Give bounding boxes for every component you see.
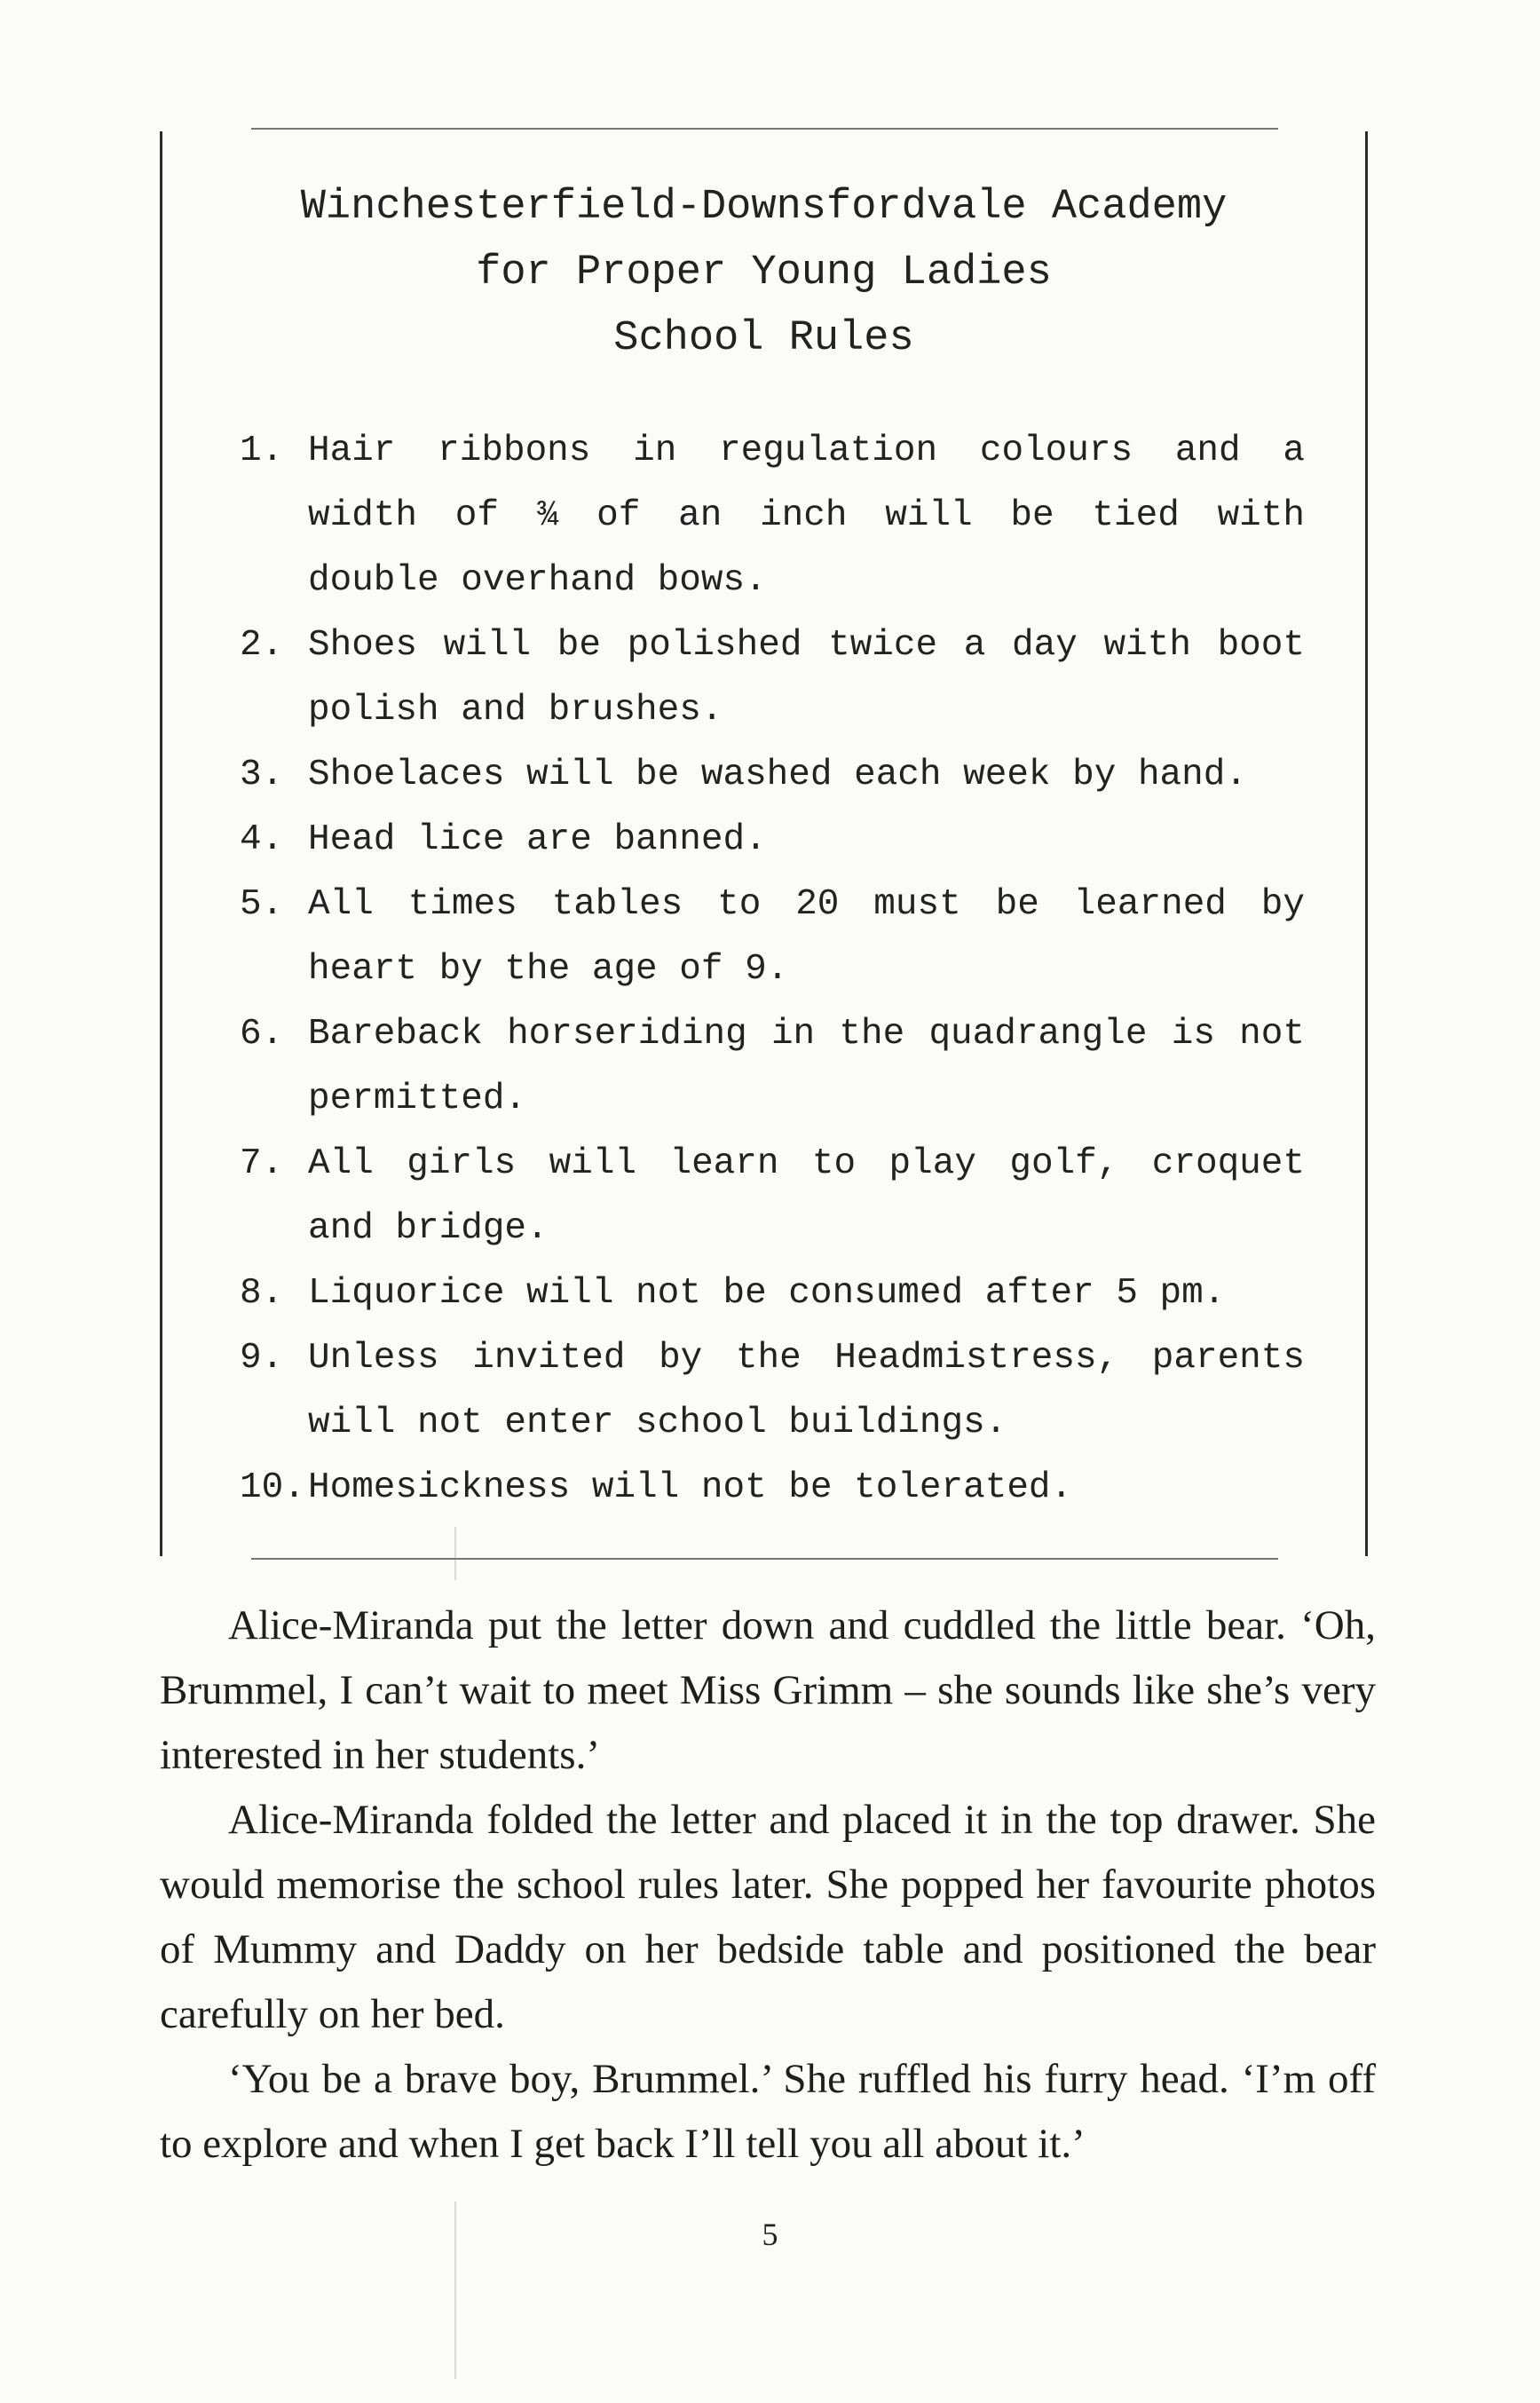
rule-item [240, 808, 1305, 873]
rule-number: 1. [240, 431, 284, 471]
heading-line-school-name: Winchesterfield-Downsfordvale Academy [300, 184, 1228, 231]
heading-line-title: School Rules [613, 315, 914, 362]
box-bottom-rule [251, 1558, 1278, 1560]
rule-text: Bareback horseriding in the quadrangle is not permitted. [308, 1014, 1305, 1119]
rules-heading [162, 175, 1365, 372]
story-paragraph: Alice-Miranda put the letter down and cuddled the little bear. ‘Oh, Brummel, I can’t wait to meet Miss Grimm – she sounds like she’s very interested in her students.’ [160, 1602, 1376, 1778]
rules-list [240, 419, 1305, 1521]
rule-text: Unless invited by the Headmistress, parents will not enter school buildings. [308, 1338, 1305, 1443]
rule-item [240, 1002, 1305, 1132]
rule-number: 9. [240, 1338, 284, 1379]
rule-item [240, 1456, 1305, 1521]
story-paragraph: Alice-Miranda folded the letter and placed it in the top drawer. She would memorise the school rules later. She popped her favourite photos of Mummy and Daddy on her bedside table and positioned the bear carefully on her bed. [160, 1797, 1376, 2037]
story-text [160, 1593, 1376, 2177]
rule-text: Hair ribbons in regulation colours and a width of ¾ of an inch will be tied with double overhand bows. [308, 431, 1305, 601]
rule-number: 3. [240, 755, 284, 795]
rule-item [240, 419, 1305, 613]
box-top-rule [251, 128, 1278, 130]
rule-number: 2. [240, 625, 284, 666]
page-number: 5 [762, 2217, 778, 2252]
box-right-rule [1365, 131, 1368, 1556]
rule-number: 4. [240, 819, 284, 860]
rule-text: Homesickness will not be tolerated. [308, 1467, 1073, 1508]
rule-text: Shoelaces will be washed each week by hand. [308, 755, 1247, 795]
rule-item [240, 1261, 1305, 1326]
rule-text: All girls will learn to play golf, croquet and bridge. [308, 1143, 1305, 1249]
rule-item [240, 1326, 1305, 1456]
rule-item [240, 873, 1305, 1002]
story-paragraph: ‘You be a brave boy, Brummel.’ She ruffled his furry head. ‘I’m off to explore and when I get back I’ll tell you all about it.’ [160, 2056, 1376, 2167]
rule-number: 7. [240, 1143, 284, 1184]
rule-text: All times tables to 20 must be learned by heart by the age of 9. [308, 884, 1305, 990]
rule-text: Liquorice will not be consumed after 5 pm. [308, 1273, 1226, 1314]
rule-number: 10. [240, 1467, 305, 1508]
rule-text: Head lice are banned. [308, 819, 767, 860]
paper-mark [454, 1527, 456, 1580]
rule-number: 5. [240, 884, 284, 925]
rule-number: 8. [240, 1273, 284, 1314]
rule-number: 6. [240, 1014, 284, 1055]
rule-item [240, 743, 1305, 808]
rule-item [240, 613, 1305, 743]
rule-item [240, 1132, 1305, 1261]
heading-line-subtitle: for Proper Young Ladies [476, 249, 1052, 296]
rule-text: Shoes will be polished twice a day with boot polish and brushes. [308, 625, 1305, 731]
